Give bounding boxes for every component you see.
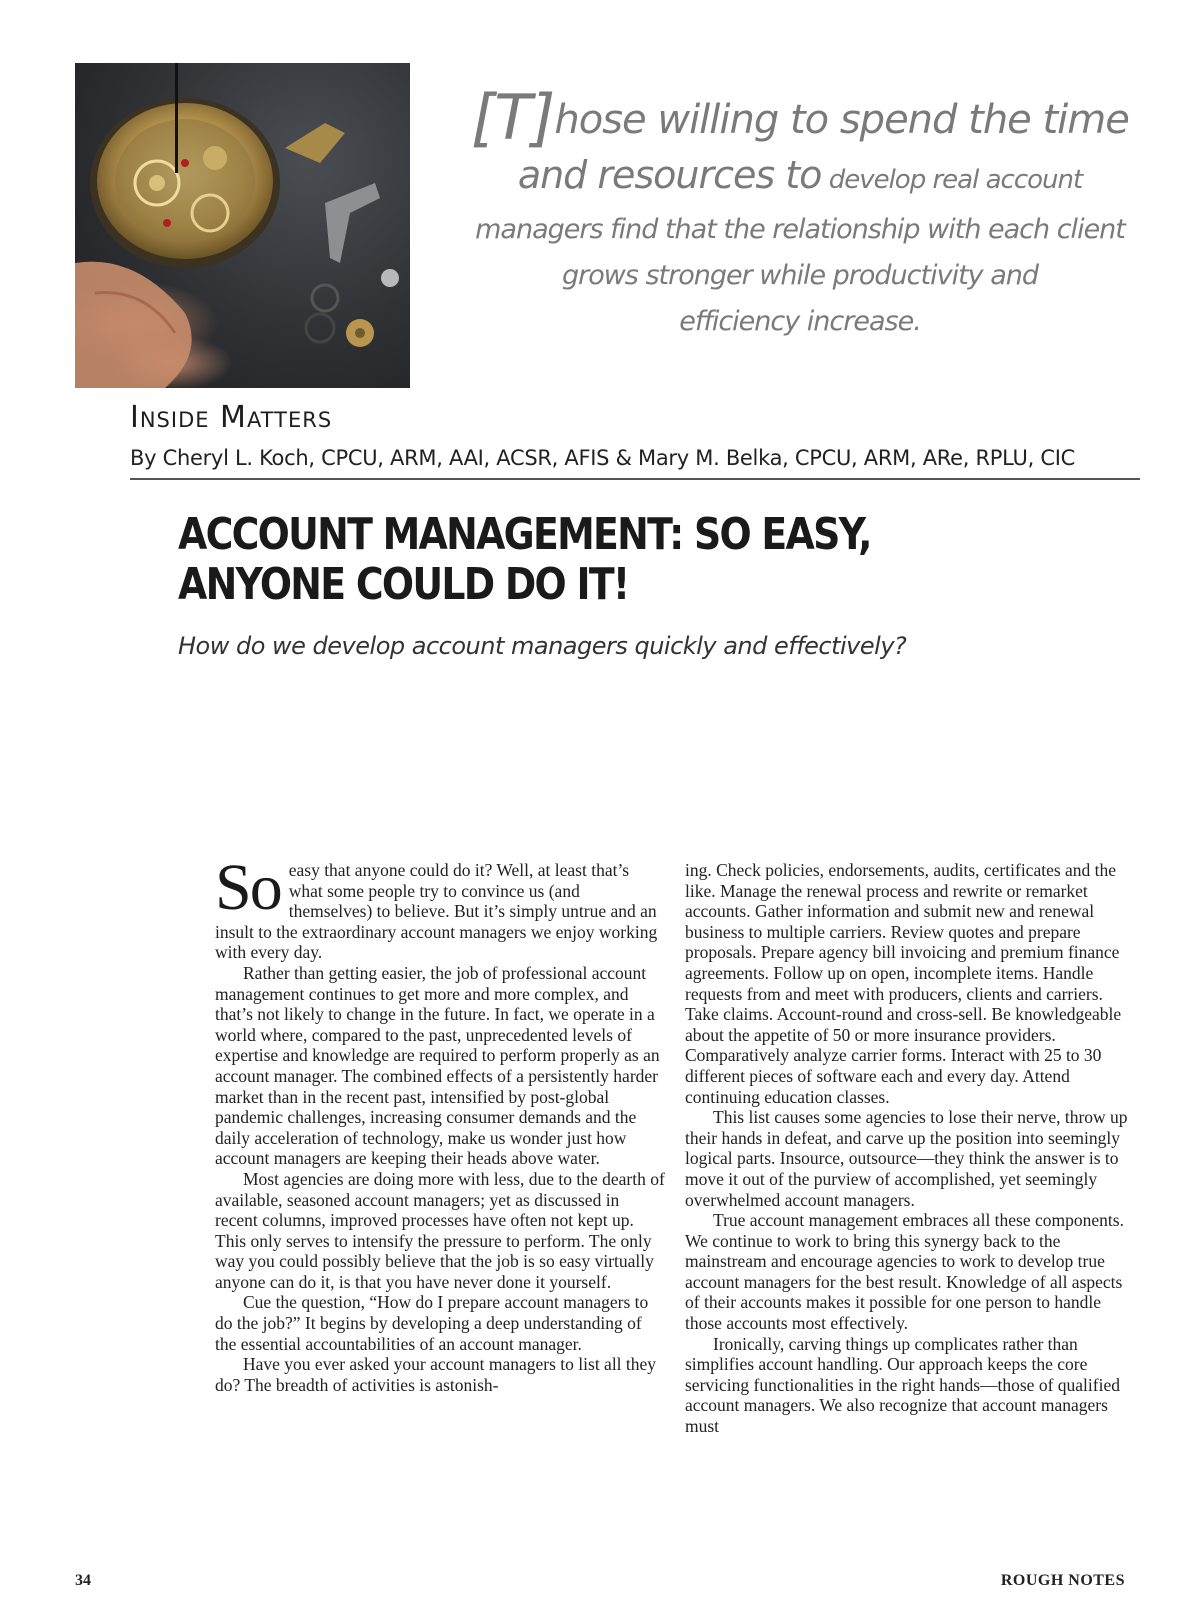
watch-movement-illustration <box>75 63 410 388</box>
pull-quote <box>440 81 1160 345</box>
article-subhead: How do we develop account managers quickly and effectively? <box>178 632 907 660</box>
article-paragraph <box>215 851 665 963</box>
paragraph-text: easy that anyone could do it? Well, at least that’s what some people try to convince us (and themselves) to believe. But it’s simply untrue and an insult to the extraordinary account managers we enjoy working with every day. <box>215 860 658 963</box>
headline-line-2: ANYONE COULD DO IT! <box>178 559 629 610</box>
pull-quote-line-4: grows stronger while productivity and <box>561 260 1039 291</box>
pull-quote-line-1-text: hose willing to spend the time <box>554 97 1129 143</box>
article-headline <box>178 510 952 610</box>
pull-quote-bracket-letter: [T] <box>471 81 555 154</box>
publication-name: ROUGH NOTES <box>1000 1572 1125 1589</box>
drop-cap: So <box>215 851 281 924</box>
watchmaker-photo <box>75 63 410 388</box>
pull-quote-line-2-large: and resources to <box>517 153 822 197</box>
pull-quote-line-1 <box>440 81 1160 154</box>
page-number: 34 <box>75 1572 91 1589</box>
column-name: Inside Matters <box>130 400 333 435</box>
pull-quote-line-2-small: develop real account <box>821 165 1083 195</box>
article-paragraph: ing. Check policies, endorsements, audits, certificates and the like. Manage the renewal process and rewrite or remarket accounts. Gather information and submit new and renewal business to multiple carriers. Review quotes and prepare proposals. Prepare agency bill invoicing and premium finance agreements. Follow up on open, incomplete items. Handle requests from and meet with producers, clients and carriers. Take claims. Account-round and cross-sell. Be knowledgeable about the appetite of 50 or more insurance providers. Comparatively analyze carrier forms. Interact with 25 to 30 different pieces of software each and every day. Attend continuing education classes. <box>685 860 1122 1107</box>
header-rule <box>130 478 1140 480</box>
byline: By Cheryl L. Koch, CPCU, ARM, AAI, ACSR, AFIS & Mary M. Belka, CPCU, ARM, ARe, RPLU, CIC <box>130 446 1075 470</box>
article-paragraph: True account management embraces all these components. We continue to work to bring this synergy back to the mainstream and encourage agencies to work to develop true account managers for the best result. Knowledge of all aspects of their accounts makes it possible for one person to handle those accounts most effectively. <box>685 1210 1124 1334</box>
article-paragraph: This list causes some agencies to lose their nerve, throw up their hands in defeat, and carve up the position into seemingly logical parts. Insource, outsource—they think the answer is to move it out of the purview of accomplished, yet seemingly overwhelmed account managers. <box>685 1107 1128 1210</box>
article-paragraph: Cue the question, “How do I prepare account managers to do the job?” It begins by developing a deep understanding of the essential accountabilities of an account manager. <box>215 1292 649 1354</box>
article-column-right <box>685 860 1135 1437</box>
article-paragraph: Have you ever asked your account managers to list all they do? The breadth of activities is astonish- <box>215 1354 657 1395</box>
pull-quote-line-5: efficiency increase. <box>679 306 921 337</box>
article-column-left <box>215 851 665 1395</box>
headline-line-1: ACCOUNT MANAGEMENT: SO EASY, <box>178 509 871 560</box>
article-paragraph: Rather than getting easier, the job of professional account management continues to get more and more complex, and that’s not likely to change in the future. In fact, we operate in a world where, compared to the past, unprecedented levels of expertise and knowledge are required to perform properly as an account manager. The combined effects of a persistently harder market than in the recent past, intensified by post-global pandemic challenges, increasing consumer demands and the daily acceleration of technology, make us wonder just how account managers are keeping their heads above water. <box>215 962 660 1169</box>
pull-quote-line-3: managers find that the relationship with each client <box>475 214 1125 245</box>
pull-quote-line-2 <box>440 148 1160 207</box>
article-paragraph: Ironically, carving things up complicates rather than simplifies account handling. Our approach keeps the core servicing functionalities in the right hands—those of qualified account managers. We also recognize that account managers must <box>685 1333 1120 1437</box>
article-paragraph: Most agencies are doing more with less, due to the dearth of available, seasoned account managers; yet as discussed in recent columns, improved processes have often not kept up. This only serves to intensify the pressure to perform. The only way you could possibly believe that the job is so easy virtually anyone can do it, is that you have never done it yourself. <box>215 1168 665 1292</box>
